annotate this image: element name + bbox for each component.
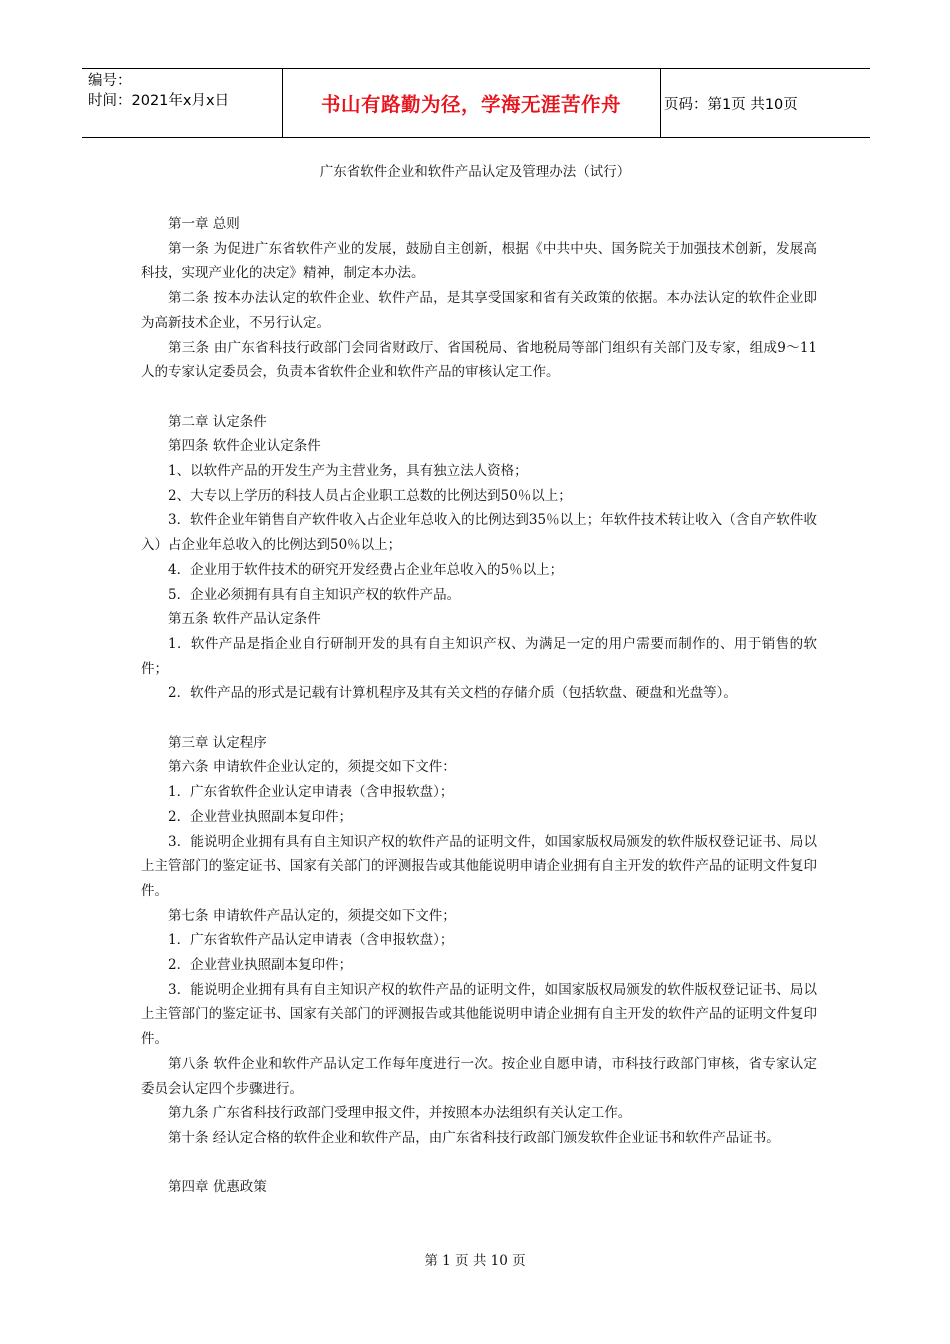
list-item: 1．广东省软件产品认定申请表（含申报软盘）； (168, 932, 454, 949)
list-item: 1．软件产品是指企业自行研制开发的具有自主知识产权、为满足一定的用户需要而制作的、用于销售的软件； (141, 635, 817, 677)
chapter-heading: 第三章 认定程序 (168, 734, 267, 751)
chapter-heading: 第一章 总则 (168, 216, 240, 232)
header-page-info: 页码：第1页 共10页 (664, 96, 798, 113)
list-item: 3．能说明企业拥有具有自主知识产权的软件产品的证明文件，如国家版权局颁发的软件版权登记证书、局以上主管部门的鉴定证书、国家有关部门的评测报告或其他能说明申请企业拥有自主开发的软件产品的证明文件复印件。 (141, 981, 817, 1048)
list-item: 2．软件产品的形式是记载有计算机程序及其有关文档的存储介质（包括软盘、硬盘和光盘等）。 (168, 685, 737, 702)
list-item: 2．企业营业执照副本复印件； (168, 957, 353, 974)
page-header (82, 68, 870, 138)
document-body (141, 212, 817, 1200)
article-paragraph: 第九条 广东省科技行政部门受理申报文件，并按照本办法组织有关认定工作。 (168, 1105, 632, 1122)
header-meta (88, 71, 278, 111)
chapter-heading: 第二章 认定条件 (168, 413, 267, 430)
article-paragraph: 第四条 软件企业认定条件 (168, 438, 321, 455)
article-paragraph: 第五条 软件产品认定条件 (168, 611, 321, 628)
article-paragraph: 第七条 申请软件产品认定的，须提交如下文件； (168, 907, 456, 924)
list-item: 3．能说明企业拥有具有自主知识产权的软件产品的证明文件，如国家版权局颁发的软件版权登记证书、局以上主管部门的鉴定证书、国家有关部门的评测报告或其他能说明申请企业拥有自主开发的软件产品的证明文件复印件。 (141, 833, 817, 899)
list-item: 4．企业用于软件技术的研究开发经费占企业年总收入的5％以上； (168, 561, 564, 578)
list-item: 2．企业营业执照副本复印件； (168, 808, 353, 825)
article-paragraph: 第十条 经认定合格的软件企业和软件产品，由广东省科技行政部门颁发软件企业证书和软件产品证书。 (168, 1129, 780, 1146)
header-divider (660, 69, 661, 137)
document-time-label: 时间：2021年x月x日 (88, 93, 230, 109)
header-divider (282, 69, 283, 137)
article-paragraph: 第二条 按本办法认定的软件企业、软件产品，是其享受国家和省有关政策的依据。本办法认定的软件企业即为高新技术企业，不另行认定。 (141, 290, 817, 331)
chapter-heading: 第四章 优惠政策 (168, 1179, 267, 1196)
article-paragraph: 第六条 申请软件企业认定的，须提交如下文件： (168, 759, 456, 776)
article-paragraph: 第三条 由广东省科技行政部门会同省财政厅、省国税局、省地税局等部门组织有关部门及专家，组成9～11人的专家认定委员会，负责本省软件企业和软件产品的审核认定工作。 (141, 339, 817, 381)
list-item: 2、大专以上学历的科技人员占企业职工总数的比例达到50％以上； (168, 487, 572, 504)
page-footer: 第 1 页 共 10 页 (424, 1253, 526, 1269)
list-item: 3．软件企业年销售自产软件收入占企业年总收入的比例达到35％以上；年软件技术转让收入（含自产软件收入）占企业年总收入的比例达到50％以上； (141, 512, 817, 554)
list-item: 5．企业必须拥有具有自主知识产权的软件产品。 (168, 586, 461, 603)
list-item: 1．广东省软件企业认定申请表（含申报软盘）； (168, 784, 454, 801)
document-title: 广东省软件企业和软件产品认定及管理办法（试行） (319, 164, 631, 180)
document-number-label: 编号： (88, 73, 132, 89)
header-motto: 书山有路勤为径，学海无涯苦作舟 (320, 93, 621, 116)
article-paragraph: 第一条 为促进广东省软件产业的发展，鼓励自主创新，根据《中共中央、国务院关于加强技术创新，发展高科技，实现产业化的决定》精神，制定本办法。 (141, 240, 817, 282)
list-item: 1、以软件产品的开发生产为主营业务，具有独立法人资格； (168, 463, 528, 480)
article-paragraph: 第八条 软件企业和软件产品认定工作每年度进行一次。按企业自愿申请，市科技行政部门审核，省专家认定委员会认定四个步骤进行。 (141, 1055, 817, 1097)
